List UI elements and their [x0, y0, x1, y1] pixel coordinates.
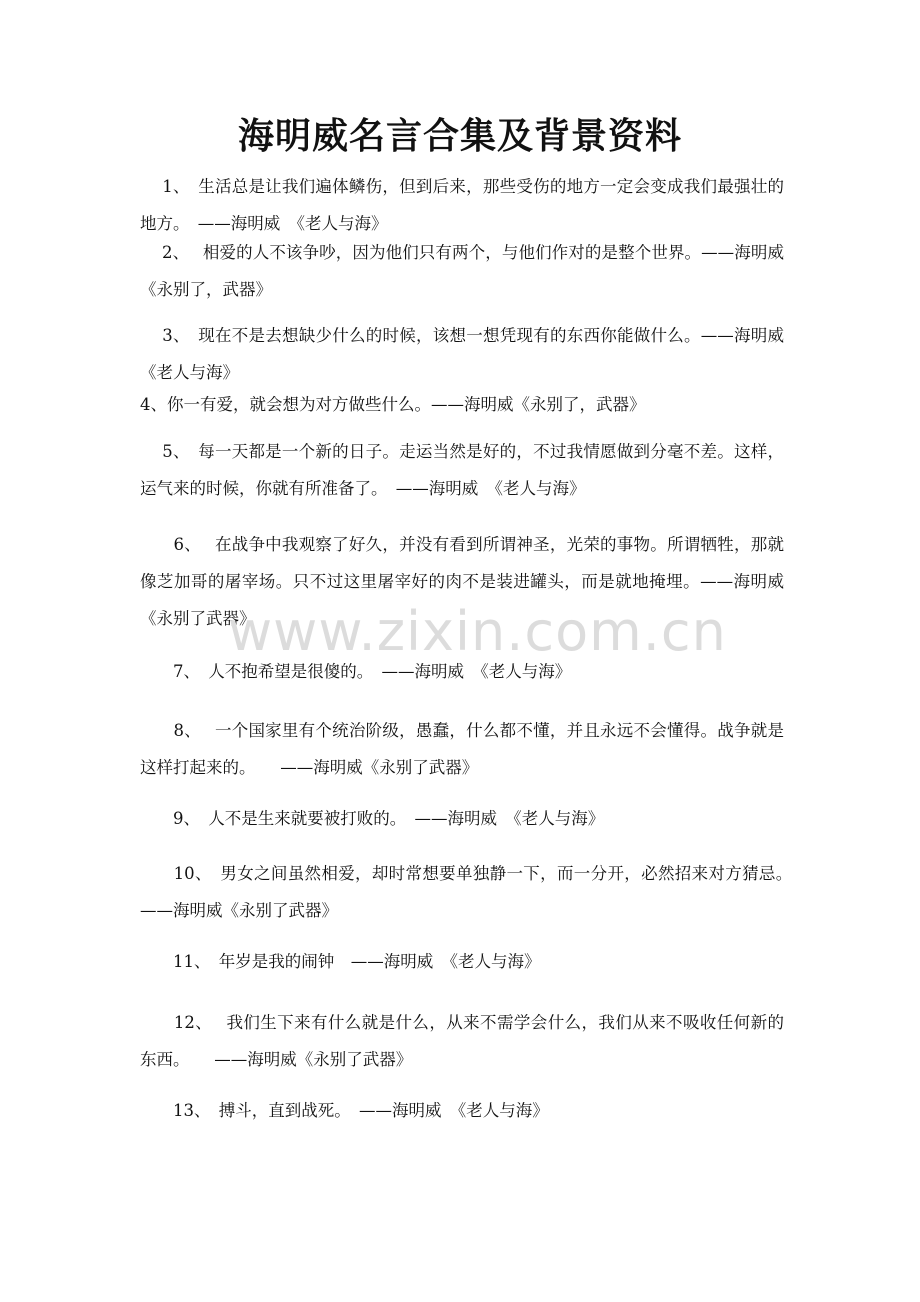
quote-13: 13、 搏斗，直到战死。 ——海明威 《老人与海》: [140, 1101, 549, 1120]
quote-11: 11、 年岁是我的闹钟 ——海明威 《老人与海》: [140, 952, 541, 971]
quote-6: 6、 在战争中我观察了好久，并没有看到所谓神圣，光荣的事物。所谓牺牲，那就像芝加哥的屠宰场。只不过这里屠宰好的肉不是装进罐头，而是就地掩埋。——海明威《永别了武器》: [140, 535, 784, 628]
quote-1: 1、 生活总是让我们遍体鳞伤，但到后来，那些受伤的地方一定会变成我们最强壮的地方。 ——海明威 《老人与海》: [140, 177, 784, 233]
watermark: www.zixin.com.cn: [228, 600, 727, 663]
quote-2: 2、 相爱的人不该争吵，因为他们只有两个，与他们作对的是整个世界。——海明威 《永别了，武器》: [140, 243, 801, 299]
quote-4: 4、你一有爱，就会想为对方做些什么。——海明威《永别了，武器》: [140, 395, 646, 414]
quote-9: 9、 人不是生来就要被打败的。 ——海明威 《老人与海》: [140, 809, 605, 828]
quote-7: 7、 人不抱希望是很傻的。 ——海明威 《老人与海》: [140, 662, 572, 681]
quote-12: 12、 我们生下来有什么就是什么，从来不需学会什么，我们从来不吸收任何新的东西。 ——海明威《永别了武器》: [140, 1013, 784, 1069]
quote-8: 8、 一个国家里有个统治阶级，愚蠢，什么都不懂，并且永远不会懂得。战争就是这样打起来的。 ——海明威《永别了武器》: [140, 721, 784, 777]
quote-3: 3、 现在不是去想缺少什么的时候，该想一想凭现有的东西你能做什么。——海明威 《老人与海》: [140, 326, 801, 382]
quote-5: 5、 每一天都是一个新的日子。走运当然是好的，不过我情愿做到分毫不差。这样，运气来的时候，你就有所准备了。 ——海明威 《老人与海》: [140, 442, 784, 498]
quote-10: 10、 男女之间虽然相爱，却时常想要单独静一下，而一分开，必然招来对方猜忌。 ——海明威《永别了武器》: [140, 864, 817, 920]
document-title: 海明威名言合集及背景资料: [237, 116, 682, 157]
